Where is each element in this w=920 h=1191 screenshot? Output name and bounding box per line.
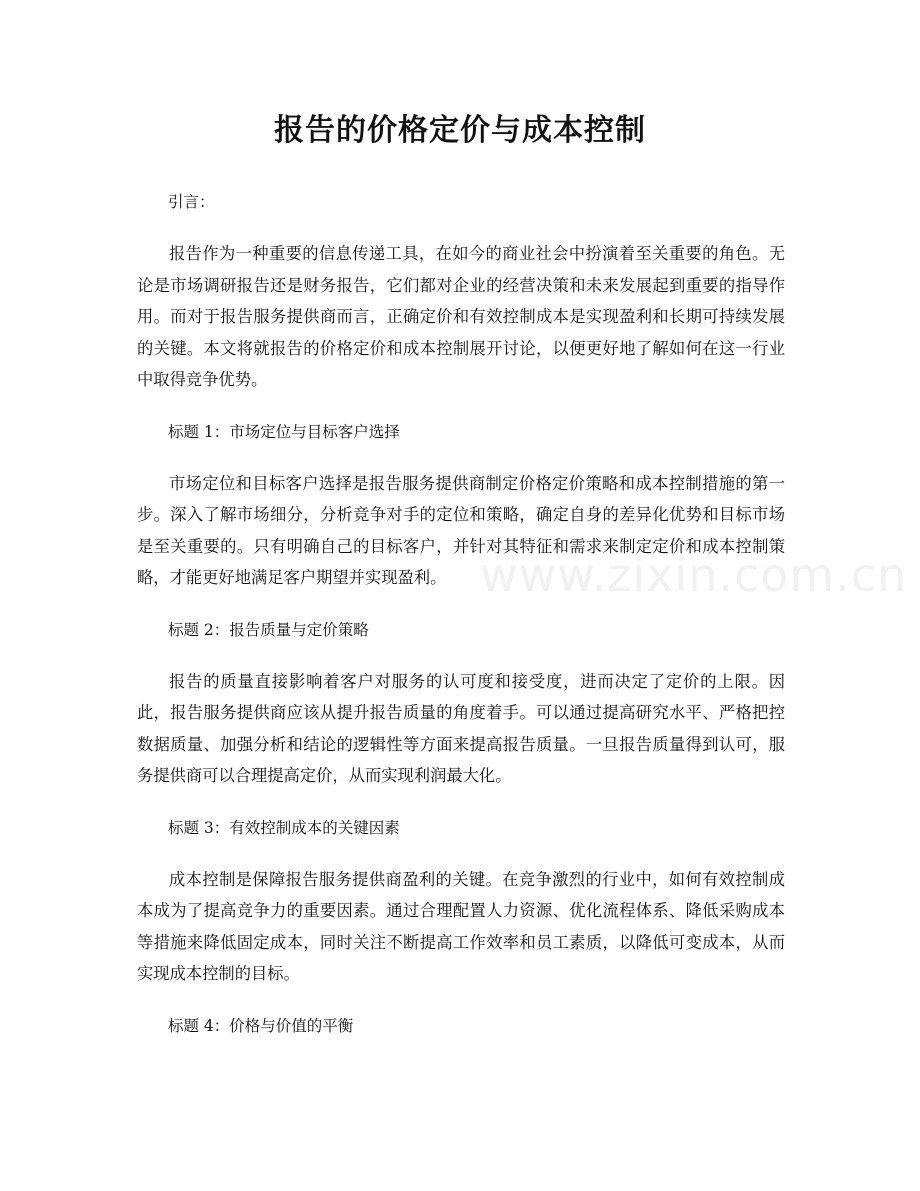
document-title: 报告的价格定价与成本控制	[274, 113, 646, 148]
section-heading-2: 标题 2：报告质量与定价策略	[168, 620, 369, 639]
intro-label: 引言：	[168, 193, 215, 211]
section-paragraph-3: 成本控制是保障报告服务提供商盈利的关键。在竞争激烈的行业中，如何有效控制成本成为了提高竞争力的重要因素。通过合理配置人力资源、优化流程体系、降低采购成本等措施来降低固定成本，同时关注不断提高工作效率和员工素质，以降低可变成本，从而实现成本控制的目标。	[137, 869, 785, 983]
section-paragraph-2: 报告的质量直接影响着客户对服务的认可度和接受度，进而决定了定价的上限。因此，报告服务提供商应该从提升报告质量的角度着手。可以通过提高研究水平、严格把控数据质量、加强分析和结论的逻辑性等方面来提高报告质量。一旦报告质量得到认可，服务提供商可以合理提高定价，从而实现利润最大化。	[137, 671, 785, 785]
document-body	[137, 186, 785, 1062]
section-heading-3: 标题 3：有效控制成本的关键因素	[168, 818, 400, 837]
section-heading-1: 标题 1：市场定位与目标客户选择	[168, 422, 400, 441]
watermark: www.zixin.com.cn	[480, 548, 908, 602]
intro-paragraph: 报告作为一种重要的信息传递工具，在如今的商业社会中扮演着至关重要的角色。无论是市场调研报告还是财务报告，它们都对企业的经营决策和未来发展起到重要的指导作用。而对于报告服务提供商而言，正确定价和有效控制成本是实现盈利和长期可持续发展的关键。本文将就报告的价格定价和成本控制展开讨论，以便更好地了解如何在这一行业中取得竞争优势。	[137, 244, 785, 389]
section-heading-4: 标题 4：价格与价值的平衡	[168, 1016, 354, 1035]
section-paragraph-1: 市场定位和目标客户选择是报告服务提供商制定价格定价策略和成本控制措施的第一步。深入了解市场细分，分析竞争对手的定位和策略，确定自身的差异化优势和目标市场是至关重要的。只有明确自己的目标客户，并针对其特征和需求来制定定价和成本控制策略，才能更好地满足客户期望并实现盈利。	[137, 473, 785, 587]
